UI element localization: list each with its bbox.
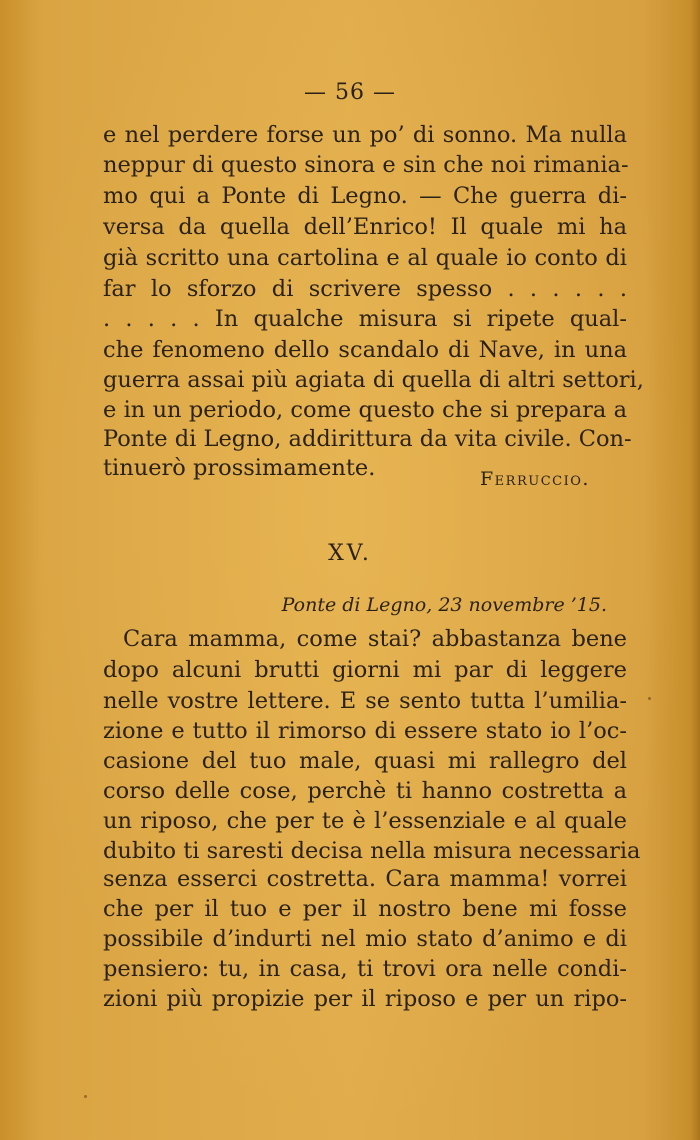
text-line: un riposo, che per te è l’essenziale e al quale (103, 808, 627, 834)
text-line: dubito ti saresti decisa nella misura necessaria (103, 838, 641, 864)
text-line: nelle vostre lettere. E se sento tutta l’umilia- (103, 688, 627, 714)
text-line: zioni più propizie per il riposo e per un ripo- (103, 986, 627, 1012)
text-line: tinuerò prossimamente. (103, 455, 376, 481)
text-line: neppur di questo sinora e sin che noi rimania- (103, 152, 629, 178)
text-line: casione del tuo male, quasi mi rallegro del (103, 748, 627, 774)
page-edge-shadow (690, 0, 700, 1140)
paper-speck (648, 697, 651, 700)
section-heading: XV. (328, 541, 372, 566)
text-line: . . . . . In qualche misura si ripete qual- (103, 306, 627, 332)
text-line: già scritto una cartolina e al quale io conto di (103, 245, 627, 271)
dateline: Ponte di Legno, 23 novembre ’15. (281, 594, 607, 616)
paper-speck (84, 1095, 87, 1098)
text-line: Cara mamma, come stai? abbastanza bene (123, 626, 627, 652)
text-line: Ponte di Legno, addirittura da vita civile. Con- (103, 426, 632, 452)
text-line: versa da quella dell’Enrico! Il quale mi ha (103, 214, 627, 240)
text-line: e in un periodo, come questo che si prepara a (103, 397, 627, 423)
signature: Ferruccio. (480, 468, 590, 490)
text-line: pensiero: tu, in casa, ti trovi ora nelle condi- (103, 956, 627, 982)
text-line: e nel perdere forse un po’ di sonno. Ma nulla (103, 122, 627, 148)
text-line: far lo sforzo di scrivere spesso . . . . . . (103, 276, 627, 302)
text-line: dopo alcuni brutti giorni mi par di leggere (103, 657, 627, 683)
page-number: — 56 — (304, 80, 396, 105)
text-line: guerra assai più agiata di quella di altri settori, (103, 367, 644, 393)
text-line: possibile d’indurti nel mio stato d’animo e di (103, 926, 627, 952)
text-line: che per il tuo e per il nostro bene mi fosse (103, 896, 627, 922)
text-line: corso delle cose, perchè ti hanno costretta a (103, 778, 627, 804)
text-line: che fenomeno dello scandalo di Nave, in una (103, 337, 627, 363)
text-line: mo qui a Ponte di Legno. — Che guerra di- (103, 183, 627, 209)
text-line: senza esserci costretta. Cara mamma! vorrei (103, 866, 627, 892)
text-line: zione e tutto il rimorso di essere stato io l’oc- (103, 718, 627, 744)
